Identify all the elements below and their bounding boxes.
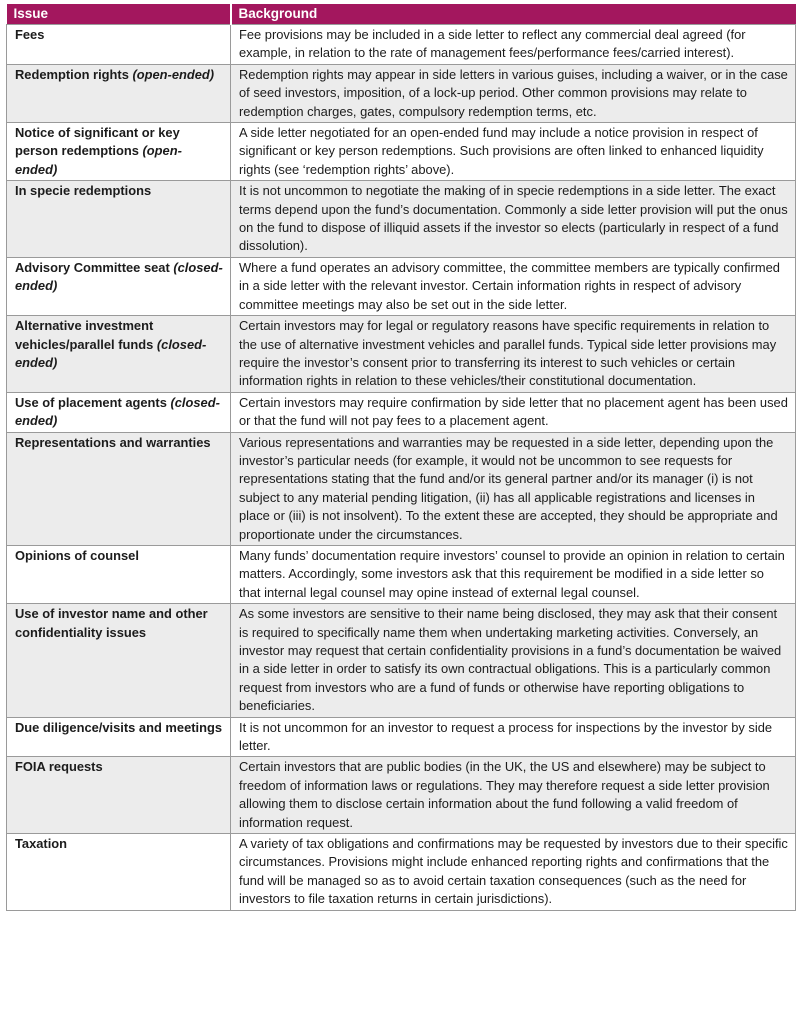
fund-type-qualifier: (open-ended) [132,66,215,82]
background-cell: It is not uncommon for an investor to request a process for inspections by the investor by side letter. [231,717,796,757]
background-cell: A side letter negotiated for an open-ended fund may include a notice provision in respect of significant or key person redemptions. Such provisions are often linked to enhanced liquidity rights (see ‘redemption rights’ above). [231,123,796,181]
issue-cell [7,392,231,432]
background-cell: As some investors are sensitive to their name being disclosed, they may ask that their consent is required to specifically name them when undertaking marketing activities. Conversely, an investor may request that certain confidentiality provisions in a fund’s documentation be waived in a side letter in order to satisfy its own contractual obligations. This is a particularly common request from investors who are a fund of funds or otherwise have reporting obligations to beneficiaries. [231,604,796,717]
table-row [7,834,796,911]
fund-type-qualifier: (closed-ended) [15,259,223,294]
issue-cell [7,757,231,834]
issue-cell [7,316,231,393]
issue-label: Notice of significant or key person redemptions [15,125,180,159]
issue-label: Advisory Committee seat [15,259,174,275]
background-cell: Various representations and warranties may be requested in a side letter, depending upon the investor’s particular needs (for example, it would not be uncommon to see requests for representations stating that the fund and/or its general partner and/or its manager (i) is not subject to any material pending litigation, (ii) has all applicable registrations and licenses in place or (iii) is not insolvent). To the extent these are accepted, they should be appropriate and proportionate under the circumstances. [231,432,796,545]
table-row [7,257,796,315]
table-row [7,545,796,603]
table-header-row [7,4,796,25]
issue-cell [7,717,231,757]
background-cell: Where a fund operates an advisory committee, the committee members are typically confirmed in a side letter with the relevant investor. Certain information rights in respect of advisory committee meetings may also be set out in the side letter. [231,257,796,315]
issue-label: Alternative investment vehicles/parallel funds [15,318,157,352]
background-cell: Many funds’ documentation require investors’ counsel to provide an opinion in relation to certain matters. Accordingly, some investors ask that this requirement be modified in a side letter so that internal legal counsel may opine instead of external legal counsel. [231,545,796,603]
issue-cell [7,432,231,545]
table-row [7,123,796,181]
issue-column-header: Issue [7,4,231,25]
issue-label: Due diligence/visits and meetings [15,719,223,735]
table-row [7,392,796,432]
fund-type-qualifier: (closed-ended) [15,336,207,370]
issue-cell [7,64,231,122]
background-cell: Redemption rights may appear in side letters in various guises, including a waiver, or in the case of seed investors, imposition, of a lock-up period. Other common provisions may relate to redemption charges, gates, compulsory redemption terms, etc. [231,64,796,122]
table-row [7,181,796,258]
fund-type-qualifier: (open-ended) [15,143,182,177]
issue-label: Taxation [15,836,68,852]
background-cell: Certain investors that are public bodies (in the UK, the US and elsewhere) may be subject to freedom of information laws or regulations. They may therefore request a side letter provision allowing them to disclose certain information about the fund following a valid freedom of information request. [231,757,796,834]
table-row [7,604,796,717]
issue-cell [7,123,231,181]
background-cell: Certain investors may for legal or regulatory reasons have specific requirements in relation to the use of alternative investment vehicles and parallel funds. Typical side letter provisions may require the investor’s consent prior to transferring its interest to such vehicles or certain information rights in relation to these vehicles/their constitutional documentation. [231,316,796,393]
issue-label: Representations and warranties [15,434,211,450]
issue-label: Use of placement agents [15,394,171,410]
fund-type-qualifier: (closed-ended) [15,394,220,429]
background-cell: Fee provisions may be included in a side letter to reflect any commercial deal agreed (for example, in relation to the rate of management fees/performance fees/carried interest). [231,25,796,65]
background-cell: Certain investors may require confirmation by side letter that no placement agent has been used or that the fund will not pay fees to a placement agent. [231,392,796,432]
table-row [7,64,796,122]
background-cell: A variety of tax obligations and confirmations may be requested by investors due to their specific circumstances. Provisions might include enhanced reporting rights and confirmations that the fund will be managed so as to avoid certain taxation consequences (such as the need for investors to file taxation returns in certain jurisdictions). [231,834,796,911]
issue-cell [7,604,231,717]
table-row [7,717,796,757]
background-cell: It is not uncommon to negotiate the making of in specie redemptions in a side letter. The exact terms depend upon the fund’s documentation. Commonly a side letter provision will put the onus on the fund to dispose of illiquid assets if the investor so elects (particularly in respect of a fund dissolution). [231,181,796,258]
issue-cell [7,257,231,315]
issue-label: Fees [15,27,45,42]
table-row [7,757,796,834]
issue-label: In specie redemptions [15,183,152,199]
issue-cell [7,181,231,258]
table-row [7,432,796,545]
issue-cell [7,25,231,65]
issue-cell [7,545,231,603]
issue-label: Opinions of counsel [15,547,139,563]
issue-cell [7,834,231,911]
background-column-header: Background [231,4,796,25]
table-row [7,316,796,393]
issue-label: Redemption rights [15,66,133,82]
table-row [7,25,796,65]
side-letter-issues-table [6,4,796,911]
issue-label: FOIA requests [15,759,103,775]
issue-label: Use of investor name and other confidentiality issues [15,606,208,640]
